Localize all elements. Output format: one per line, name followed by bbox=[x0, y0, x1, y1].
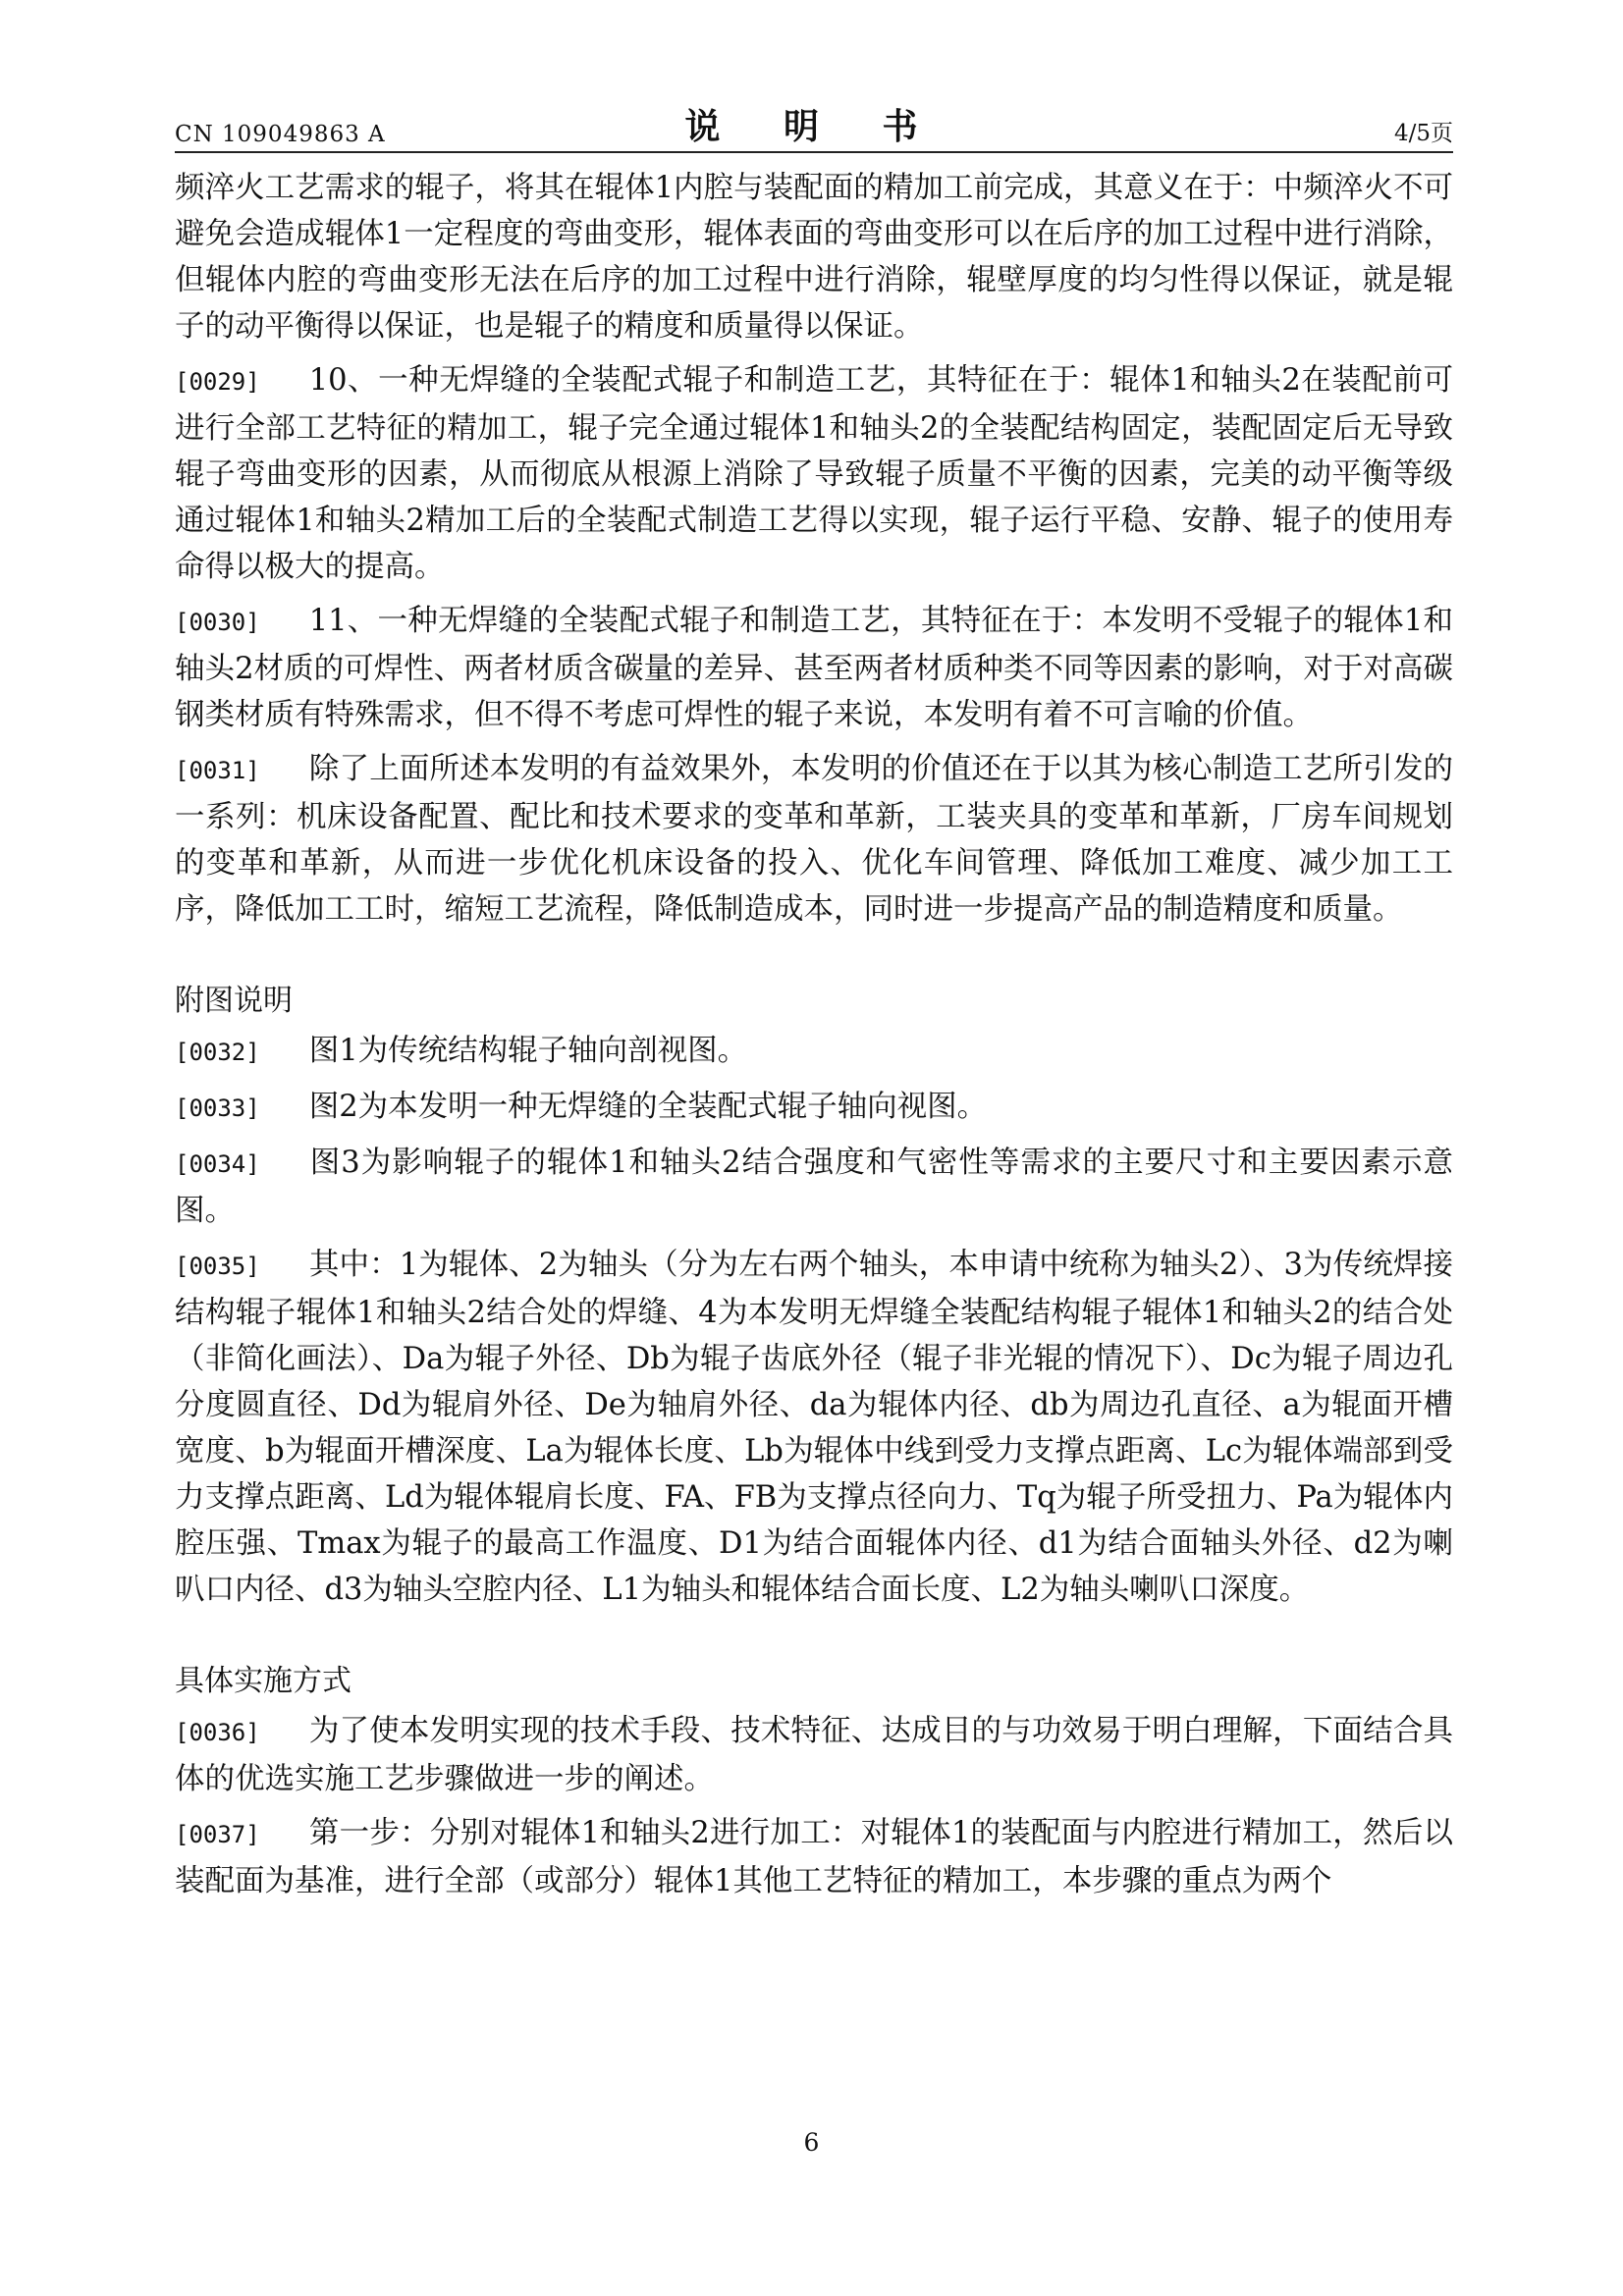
paragraph-text: 10、一种无焊缝的全装配式辊子和制造工艺，其特征在于：辊体1和轴头2在装配前可进行全部工艺特征的精加工，辊子完全通过辊体1和轴头2的全装配结构固定，装配固定后无导致辊子弯曲变形的因素，从而彻底从根源上消除了导致辊子质量不平衡的因素，完美的动平衡等级通过辊体1和轴头2精加工后的全装配式制造工艺得以实现，辊子运行平稳、安静、辊子的使用寿命得以极大的提高。 bbox=[175, 363, 1453, 584]
header-rule bbox=[175, 151, 1453, 153]
paragraph-number: [0031] bbox=[175, 757, 260, 784]
paragraph-number: [0033] bbox=[175, 1095, 260, 1122]
paragraph-0036 bbox=[175, 1708, 1453, 1802]
continuation-paragraph: 频淬火工艺需求的辊子，将其在辊体1内腔与装配面的精加工前完成，其意义在于：中频淬火不可避免会造成辊体1一定程度的弯曲变形，辊体表面的弯曲变形可以在后序的加工过程中进行消除，但辊体内腔的弯曲变形无法在后序的加工过程中进行消除，辊壁厚度的均匀性得以保证，就是辊子的动平衡得以保证，也是辊子的精度和质量得以保证。 bbox=[175, 171, 1453, 344]
paragraph-0031 bbox=[175, 746, 1453, 933]
paragraph-text: 除了上面所述本发明的有益效果外，本发明的价值还在于以其为核心制造工艺所引发的一系列：机床设备配置、配比和技术要求的变革和革新，工装夹具的变革和革新，厂房车间规划的变革和革新，从而进一步优化机床设备的投入、优化车间管理、降低加工难度、减少加工工序，降低加工工时，缩短工艺流程，降低制造成本，同时进一步提高产品的制造精度和质量。 bbox=[175, 752, 1453, 927]
paragraph-text: 图3为影响辊子的辊体1和轴头2结合强度和气密性等需求的主要尺寸和主要因素示意图。 bbox=[175, 1146, 1453, 1228]
paragraph-text: 11、一种无焊缝的全装配式辊子和制造工艺，其特征在于：本发明不受辊子的辊体1和轴头2材质的可焊性、两者材质含碳量的差异、甚至两者材质种类不同等因素的影响，对于对高碳钢类材质有特殊需求，但不得不考虑可焊性的辊子来说，本发明有着不可言喻的价值。 bbox=[175, 604, 1453, 732]
paragraph-text: 图2为本发明一种无焊缝的全装配式辊子轴向视图。 bbox=[308, 1090, 988, 1124]
paragraph-0030 bbox=[175, 598, 1453, 738]
section-heading-embodiment: 具体实施方式 bbox=[175, 1664, 352, 1698]
document-title: 说 明 书 bbox=[684, 107, 944, 147]
document-body bbox=[175, 165, 1453, 1912]
page-info: 4/5页 bbox=[1393, 121, 1453, 146]
paragraph-number: [0037] bbox=[175, 1821, 260, 1848]
paragraph-number: [0030] bbox=[175, 609, 260, 636]
paragraph-number: [0036] bbox=[175, 1719, 260, 1746]
paragraph-text: 第一步：分别对辊体1和轴头2进行加工：对辊体1的装配面与内腔进行精加工，然后以装配面为基准，进行全部（或部分）辊体1其他工艺特征的精加工，本步骤的重点为两个 bbox=[175, 1816, 1453, 1898]
paragraph-text: 图1为传统结构辊子轴向剖视图。 bbox=[308, 1034, 748, 1068]
document-number: CN 109049863 A bbox=[175, 122, 386, 147]
paragraph-text: 为了使本发明实现的技术手段、技术特征、达成目的与功效易于明白理解，下面结合具体的优选实施工艺步骤做进一步的阐述。 bbox=[175, 1714, 1453, 1796]
paragraph-text: 其中：1为辊体、2为轴头（分为左右两个轴头，本申请中统称为轴头2）、3为传统焊接结构辊子辊体1和轴头2结合处的焊缝、4为本发明无焊缝全装配结构辊子辊体1和轴头2的结合处（非简化画法）、Da为辊子外径、Db为辊子齿底外径（辊子非光辊的情况下）、Dc为辊子周边孔分度圆直径、Dd为辊肩外径、De为轴肩外径、da为辊体内径、db为周边孔直径、a为辊面开槽宽度、b为辊面开槽深度、La为辊体长度、Lb为辊体中线到受力支撑点距离、Lc为辊体端部到受力支撑点距离、Ld为辊体辊肩长度、FA、FB为支撑点径向力、Tq为辊子所受扭力、Pa为辊体内腔压强、Tmax为辊子的最高工作温度、D1为结合面辊体内径、d1为结合面轴头外径、d2为喇叭口内径、d3为轴头空腔内径、L1为轴头和辊体结合面长度、L2为轴头喇叭口深度。 bbox=[175, 1248, 1453, 1607]
paragraph-0034 bbox=[175, 1140, 1453, 1234]
section-heading-figures: 附图说明 bbox=[175, 984, 293, 1018]
paragraph-number: [0029] bbox=[175, 368, 260, 396]
paragraph-number: [0034] bbox=[175, 1150, 260, 1178]
paragraph-0029 bbox=[175, 357, 1453, 590]
paragraph-0032 bbox=[175, 1028, 1453, 1076]
page-number: 6 bbox=[803, 2128, 820, 2157]
paragraph-number: [0032] bbox=[175, 1039, 260, 1066]
paragraph-0033 bbox=[175, 1084, 1453, 1132]
paragraph-0035 bbox=[175, 1242, 1453, 1613]
paragraph-0037 bbox=[175, 1810, 1453, 1904]
page-header bbox=[175, 98, 1453, 153]
paragraph-number: [0035] bbox=[175, 1253, 260, 1280]
